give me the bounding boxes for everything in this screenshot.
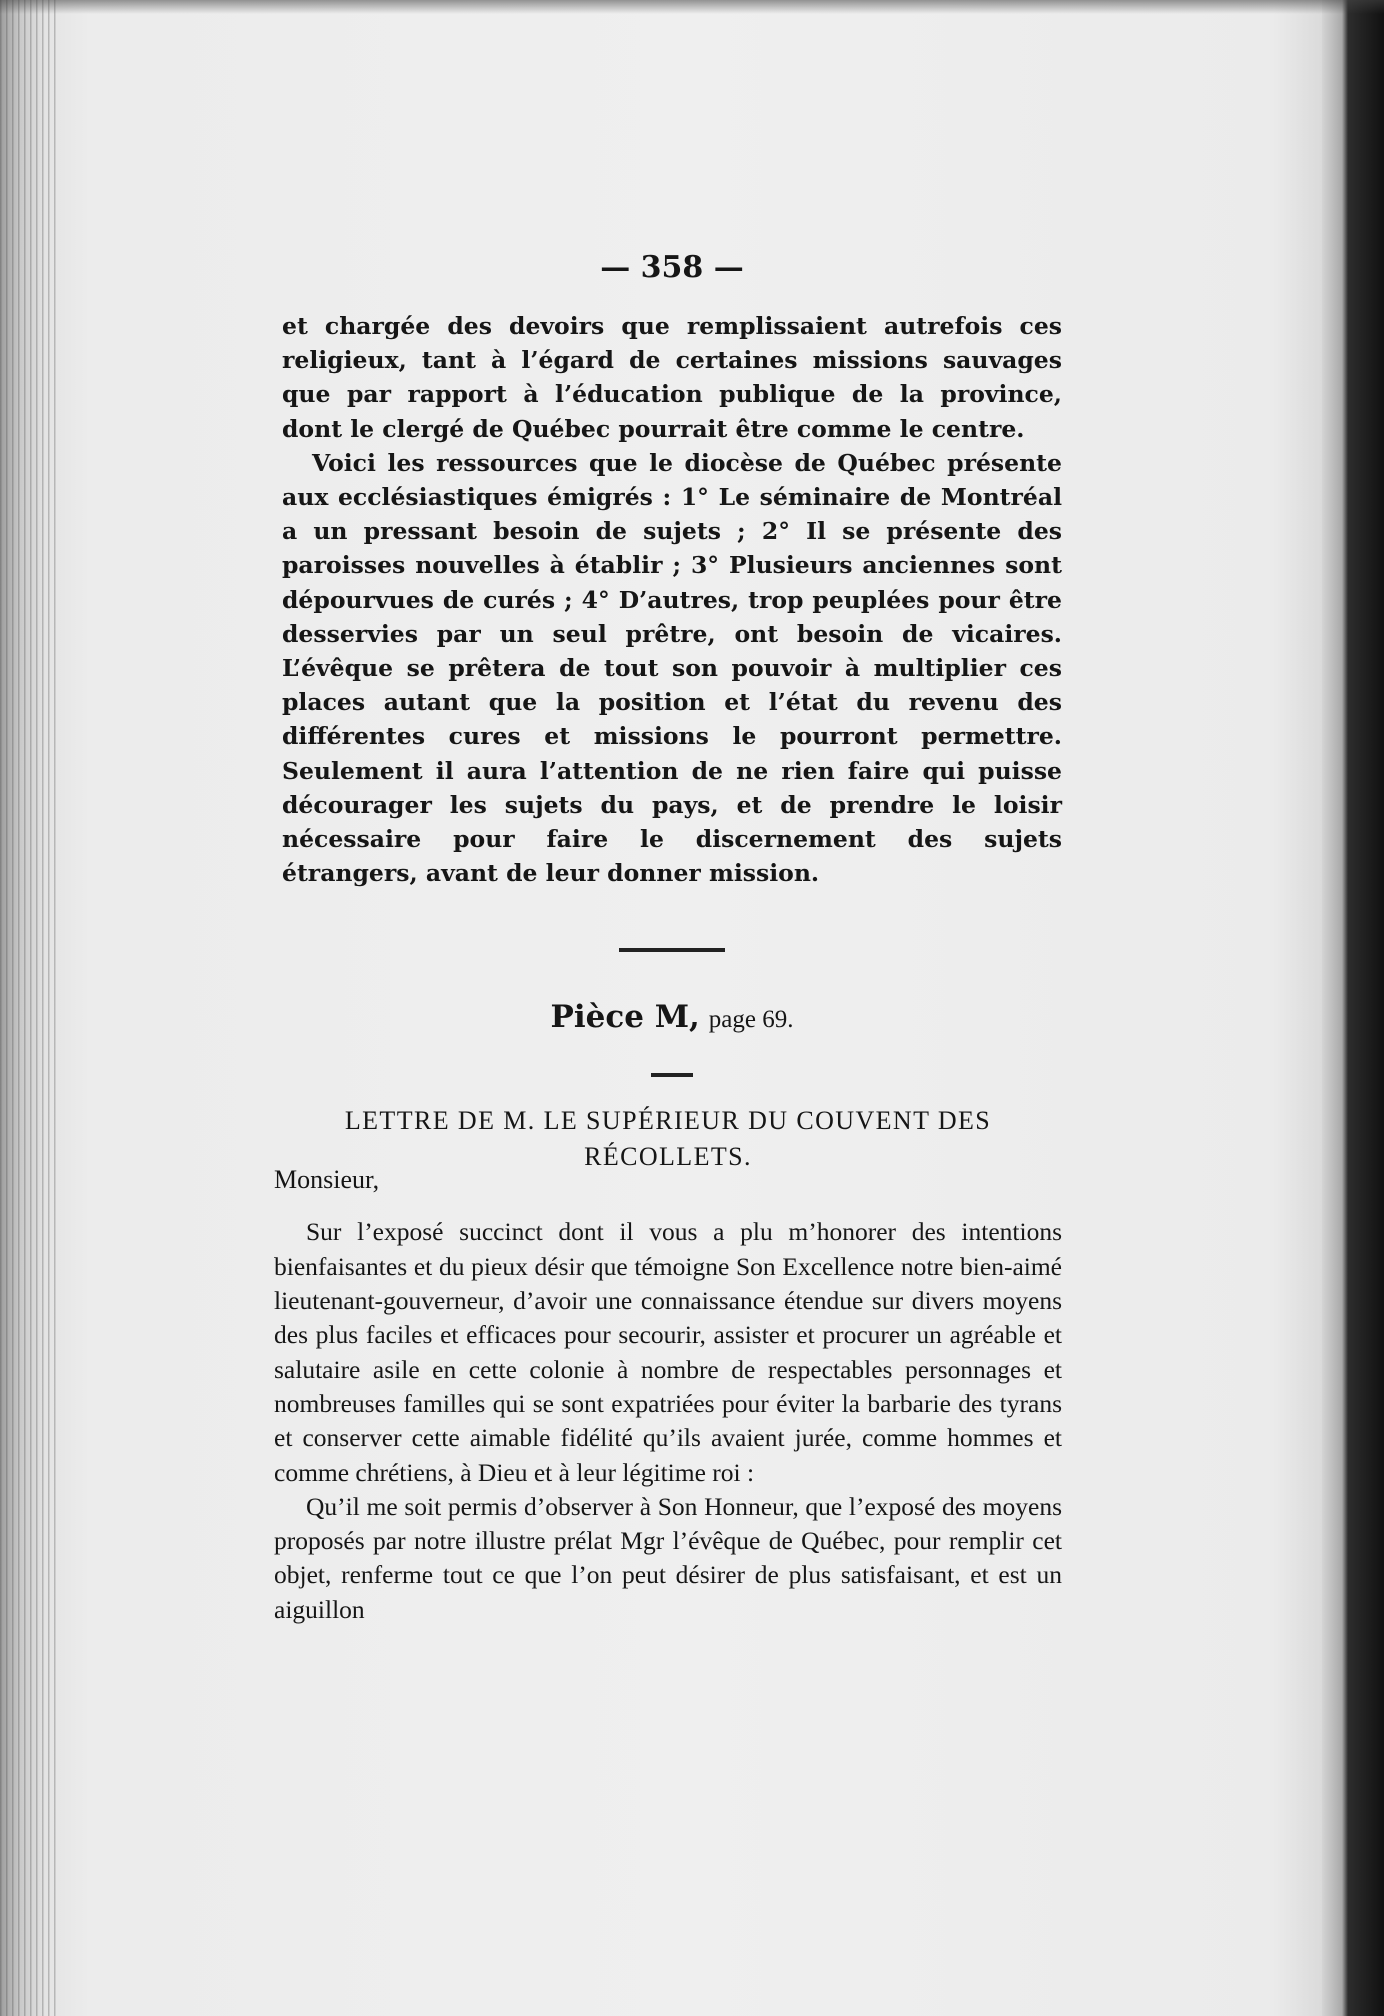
page-number: — 358 — [600, 250, 744, 285]
page-content [274, 250, 1062, 1627]
paragraph: Qu’il me soit permis d’observer à Son Honneur, que l’exposé des moyens proposés par notre illustre prélat Mgr l’évêque de Québec, pour remplir cet objet, renferme tout ce que l’on peut désirer de plus satisfaisant, et est un aiguillon [274, 1491, 1062, 1624]
piece-page-ref: page 69. [708, 1006, 794, 1034]
piece-label: Pièce M, [550, 999, 700, 1036]
paragraph: Voici les ressources que le diocèse de Québec présente aux ecclésiastiques émigrés : 1° Le séminaire de Montréal a un pressant besoin de sujets ; 2° Il se présente des paroisses nouvelles à établir ; 3° Plusieurs anciennes sont dépourvues de curés ; 4° D’autres, trop peuplées pour être desservies par un seul prêtre, ont besoin de vicaires. L’évêque se prêtera de tout son pouvoir à multiplier ces places autant que la position et l’état du revenu des différentes cures et missions le pourront permettre. Seulement il aura l’attention de ne rien faire qui puisse décourager les sujets du pays, et de prendre le loisir nécessaire pour faire le discernement des sujets étrangers, avant de leur donner mission. [282, 448, 1062, 888]
top-edge-shadow [0, 0, 1384, 14]
paragraph: et chargée des devoirs que remplissaient autrefois ces religieux, tant à l’égard de certaines missions sauvages que par rapport à l’éducation publique de la province, dont le clergé de Québec pourrait être comme le centre. [282, 312, 1062, 443]
page-right-edge [1322, 0, 1384, 2016]
paragraph: Sur l’exposé succinct dont il vous a plu m’honorer des intentions bienfaisantes et du pieux désir que témoigne Son Excellence notre bien-aimé lieutenant-gouverneur, d’avoir une connaissance étendue sur divers moyens des plus faciles et efficaces pour secourir, assister et procurer un agréable et salutaire asile en cette colonie à nombre de respectables personnages et nombreuses familles qui se sont expatriées pour éviter la barbarie des tyrans et conserver cette aimable fidélité qu’ils avaient jurée, comme hommes et comme chrétiens, à Dieu et à leur légitime roi : [274, 1217, 1062, 1487]
piece-heading [282, 1000, 1062, 1037]
book-spine-edge [0, 0, 60, 2016]
section-divider [619, 948, 725, 952]
heading-divider [651, 1073, 693, 1077]
letter-title: LETTRE DE M. LE SUPÉRIEUR DU COUVENT DES RÉCOLLETS. [344, 1106, 992, 1172]
letter-body [274, 1215, 1062, 1627]
section-continuation [282, 309, 1062, 890]
salutation: Monsieur, [274, 1165, 380, 1195]
